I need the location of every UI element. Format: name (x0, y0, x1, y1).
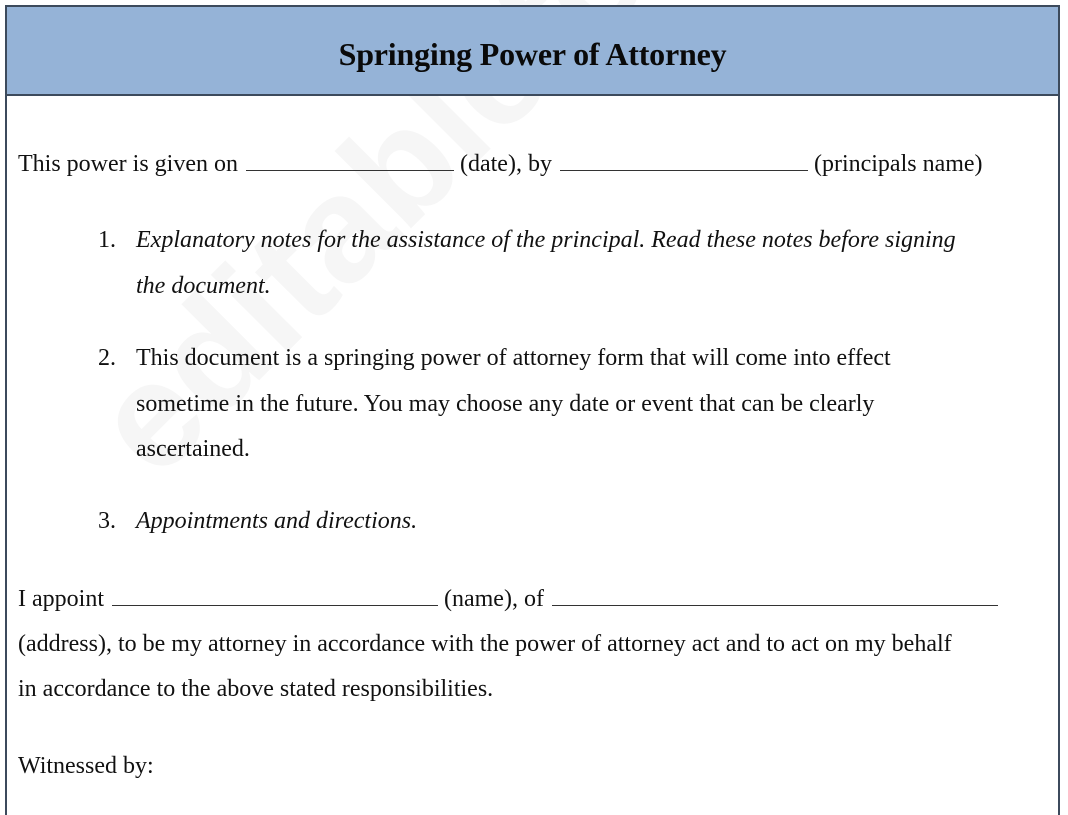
list-item-1-continued: the document. (136, 273, 271, 299)
list-item-text: This document is a springing power of attorney form that will come into effect (136, 345, 891, 371)
appoint-prefix: I appoint (18, 586, 104, 612)
list-item-number: 1. (98, 227, 116, 253)
list-item-2-continued: sometime in the future. You may choose any date or event that can be clearly (136, 391, 875, 417)
attorney-address-blank-field[interactable] (552, 585, 998, 606)
list-item-text: Appointments and directions. (136, 508, 418, 534)
appoint-line-3: in accordance to the above stated responsibilities. (18, 676, 494, 702)
list-item-2-continued: ascertained. (136, 436, 250, 462)
list-item-number: 2. (98, 345, 116, 371)
date-blank-field[interactable] (246, 150, 454, 171)
list-item-3 (98, 507, 417, 535)
date-label: (date), by (459, 151, 552, 177)
list-item-number: 3. (98, 508, 116, 534)
intro-line (18, 150, 983, 178)
attorney-name-blank-field[interactable] (112, 585, 438, 606)
witness-label: Witnessed by: (18, 753, 154, 779)
principal-name-label: (principals name) (813, 151, 983, 177)
list-item-1 (98, 226, 956, 254)
intro-prefix: This power is given on (18, 151, 238, 177)
list-item-text: Explanatory notes for the assistance of the principal. Read these notes before signing (136, 227, 956, 253)
principal-name-blank-field[interactable] (560, 150, 808, 171)
title-header (7, 7, 1058, 96)
appoint-line (18, 585, 1004, 613)
attorney-name-label: (name), of (443, 586, 544, 612)
appoint-line-2: (address), to be my attorney in accordance with the power of attorney act and to act on my behalf (18, 631, 952, 657)
document-title: Springing Power of Attorney (338, 36, 727, 72)
list-item-2 (98, 344, 891, 372)
